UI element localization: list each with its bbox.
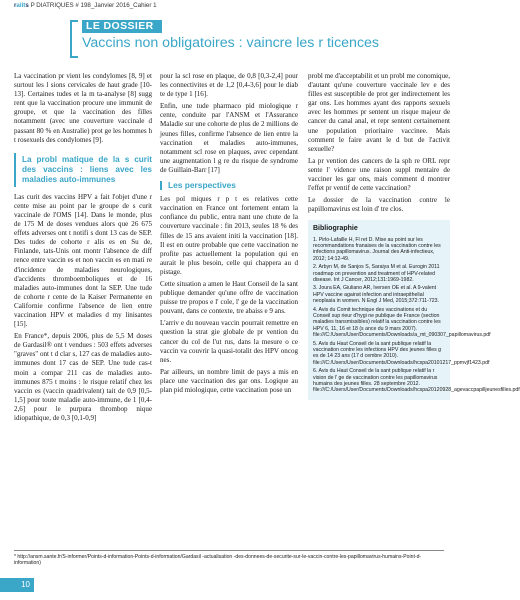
paragraph: En France*, depuis 2006, plus de 5,5 M doses de Gardasil® ont t vendues : 503 effets adverses "graves" ont t d clar s, 127 cas de maladies auto-immunes dont 17 cas de SEP. Une tude cas-t moin a compar 211 cas de maladies auto-immunes 875 t moins : le risque relatif chez les vaccin es (vaccin quadrivalent) tait de 0,9 [0,5-1,5] pour toute maladie auto-immune, de 1 [0,4-2,6] pour le purpura thrombop nique idiopathique, de 0,3 [0,1-0,9] [14, 332, 152, 422]
reference-list [313, 236, 520, 394]
paragraph: Enfin, une tude pharmaco pid miologique r cente, conduite par l'ANSM et l'Assurance Maladie sur une cohorte de plus de 2 millions de jeunes filles, confirme l'absence de lien entre la vaccination et maladies auto-immunes, notamment scl rose en plaques, avec cependant une augmentation l g re du risque de syndrome de Guillain-Barr [17] [160, 102, 298, 174]
paragraph: Par ailleurs, un nombre limit de pays a mis en place une vaccination des gar ons. Logique au plan pid miologique, cette vaccination pose un [160, 367, 298, 394]
paragraph: Le dossier de la vaccination contre le papillomavirus est loin d' tre clos. [308, 196, 450, 214]
reference-item: 4. Avis du Comit technique des vaccinations et du Conseil sup rieur d'hygi ne publique de France (section maladies transmissibles) relatif la vaccination contre les HPV 6, 11, 16 et 18 (s ance du 9 mars 2007). file:///C:/Users/User/Documents/Downloads/a_mt_090307_papillomavirus.pdf [313, 306, 491, 339]
reference-item: 3. Joura EA, Giuliano AR, Iversen OE et al. A 9-valent HPV vaccine against infection and intraepithelial neoplasia in women. N Engl J Med, 2015;372:711-723. [313, 285, 439, 305]
paragraph: Cette situation a amen le Haut Conseil de la sant publique demander qu'une offre de vaccination puisse tre propos e l' cole, l' ge de la vaccination pouvant, dans ce contexte, tre abaiss e 9 ans. [160, 279, 298, 316]
column-1 [14, 72, 152, 426]
paragraph: Les pol miques r p t es relatives cette vaccination en France ont fortement entam la confiance du public, entra nant une chute de la couverture vaccinale : fin 2013, seules 18 % des filles de 15 ans avaient initi la vaccination [18]. Il est en outre probable que cette vaccination ne profite pas actuellement la population qui en aurait le plus besoin, celle qui chappera au d pistage. [160, 195, 298, 276]
paragraph: Las curit des vaccins HPV a fait l'objet d'une r cente mise au point par le groupe de s curit vaccinale de l'OMS [14]. Dans le monde, plus de 175 M de doses vendues alors que 26 675 effets adverses ont t notifi s dont 13 cas de SEP. Des tudes de cohorte r alis es en Su de, Finlande, tats-Unis ont montr l'absence de diff rence entre vaccin es et non vaccin es en mati re d'incidence de maladies neurologiques, d'accidents thromboemboliques et de 16 maladies auto-immunes dont la SEP. Une tude de cohorte r cente de la Kaiser Permanente en Californie confirme l'absence de lien entre vaccination HPV et maladies d my linisantes [15]. [14, 192, 152, 329]
footnote: * http://ansm.sante.fr/S-informer/Points-d-information-Points-d-information/Gardasil -actualisation -des-donnees-de-securite-sur-le-vaccin-contre-les-papillomavirus-humains-Point-d-information) [14, 550, 444, 566]
reference-item: 2. Arbyn M, de Sanjos S, Saraiya M et al. Eurogin 2011 roadmap on prevention and treatment of HPV-related disease. Int J Cancer, 2012;131:1969-1982. [313, 264, 440, 283]
paragraph: pour la scl rose en plaque, de 0,8 [0,3-2,4] pour les connectivites et de 1,2 [0,4-3,6] pour le diab te de type 1 [16]. [160, 72, 298, 99]
page-title: Vaccins non obligatoires : vaincre les r ticences [82, 35, 380, 51]
bracket-decoration [70, 20, 78, 58]
perspectives-section [160, 181, 298, 190]
subsection-title: La probl matique de la s curit des vaccins : liens avec les maladies auto-immunes [22, 154, 152, 184]
running-header [14, 2, 454, 12]
reference-item: 6. Avis du Haut Conseil de la sant publique relatif la r vision de l' ge de vaccination contre les papillomavirus humains des jeunes filles. 28 septembre 2012. file:///C:/Users/User/Documents/Downloads/hcspa20120928_agevaccpapilljeunesfilles.pdf [313, 368, 520, 394]
issue-info: P DIATRIQUES # 198_Janvier 2016_Cahier 1 [30, 2, 157, 9]
dossier-banner [70, 18, 400, 58]
bibliography-title: Bibliographie [313, 225, 358, 233]
subsection-box [14, 153, 152, 187]
reference-item: 1. Pirlo-Lafaille H, Fl ret D. Mise au point sur les recommandations franaises de la vaccination contre les infections papillomavirus. Journal des Anti-infectieux, 2012; 14:12-49. [313, 236, 441, 262]
page-number: 10 [0, 578, 34, 592]
bibliography [308, 220, 520, 399]
reference-item: 5. Avis du Haut Conseil de la sant publique relatif la vaccination contre les infections HPV des jeunes filles g es de 14 23 ans (17 d cembre 2010). file:///C:/Users/User/Documents/Downloads/hcspa20101217_ppmvjf1423.pdf [313, 340, 490, 366]
paragraph: probl me d'acceptabilit et un probl me conomique, d'autant qu'une couverture vaccinale lev e des filles est susceptible de prot ger indirectement les gar ons. Les hommes ayant des rapports sexuels avec les hommes pr sentent un risque majeur de cancer du canal anal, et repr sentent certainement une population prioritaire vaccinee. Mais comment le faire avant le d but de l'activit sexuelle? [308, 72, 450, 153]
journal-brand: ralits [14, 2, 29, 9]
column-3 [308, 72, 520, 400]
paragraph: L'arriv e du nouveau vaccin pourrait remettre en question la strat gie globale de pr vention du cancer du col de l'ut rus, dans la mesure o ce vaccin va couvrir la quasi-totalit des HPV oncog nes. [160, 319, 298, 364]
paragraph: La pr vention des cancers de la sph re ORL repr sente l' vidence une raison suppl mentaire de vacciner les gar ons, mais comment d montrer l'effet pr ventif de cette vaccination? [308, 156, 450, 193]
section-title: Les perspectives [160, 181, 298, 190]
paragraph: La vaccination pr vient les condylomes [8, 9] et surtout les l sions cervicales de haut grade [10-13]. Certaines tudes et la m ta-analyse [8] sugg rent que la vaccination procure une immunit de groupe, et que la vaccination des filles notamment (avec une couverture vaccinale d passant 80 % en Australie) prot ge les hommes h t rosexuels des condylomes [9]. [14, 72, 152, 144]
column-2 [160, 72, 298, 398]
dossier-tag: LE DOSSIER [82, 20, 162, 33]
